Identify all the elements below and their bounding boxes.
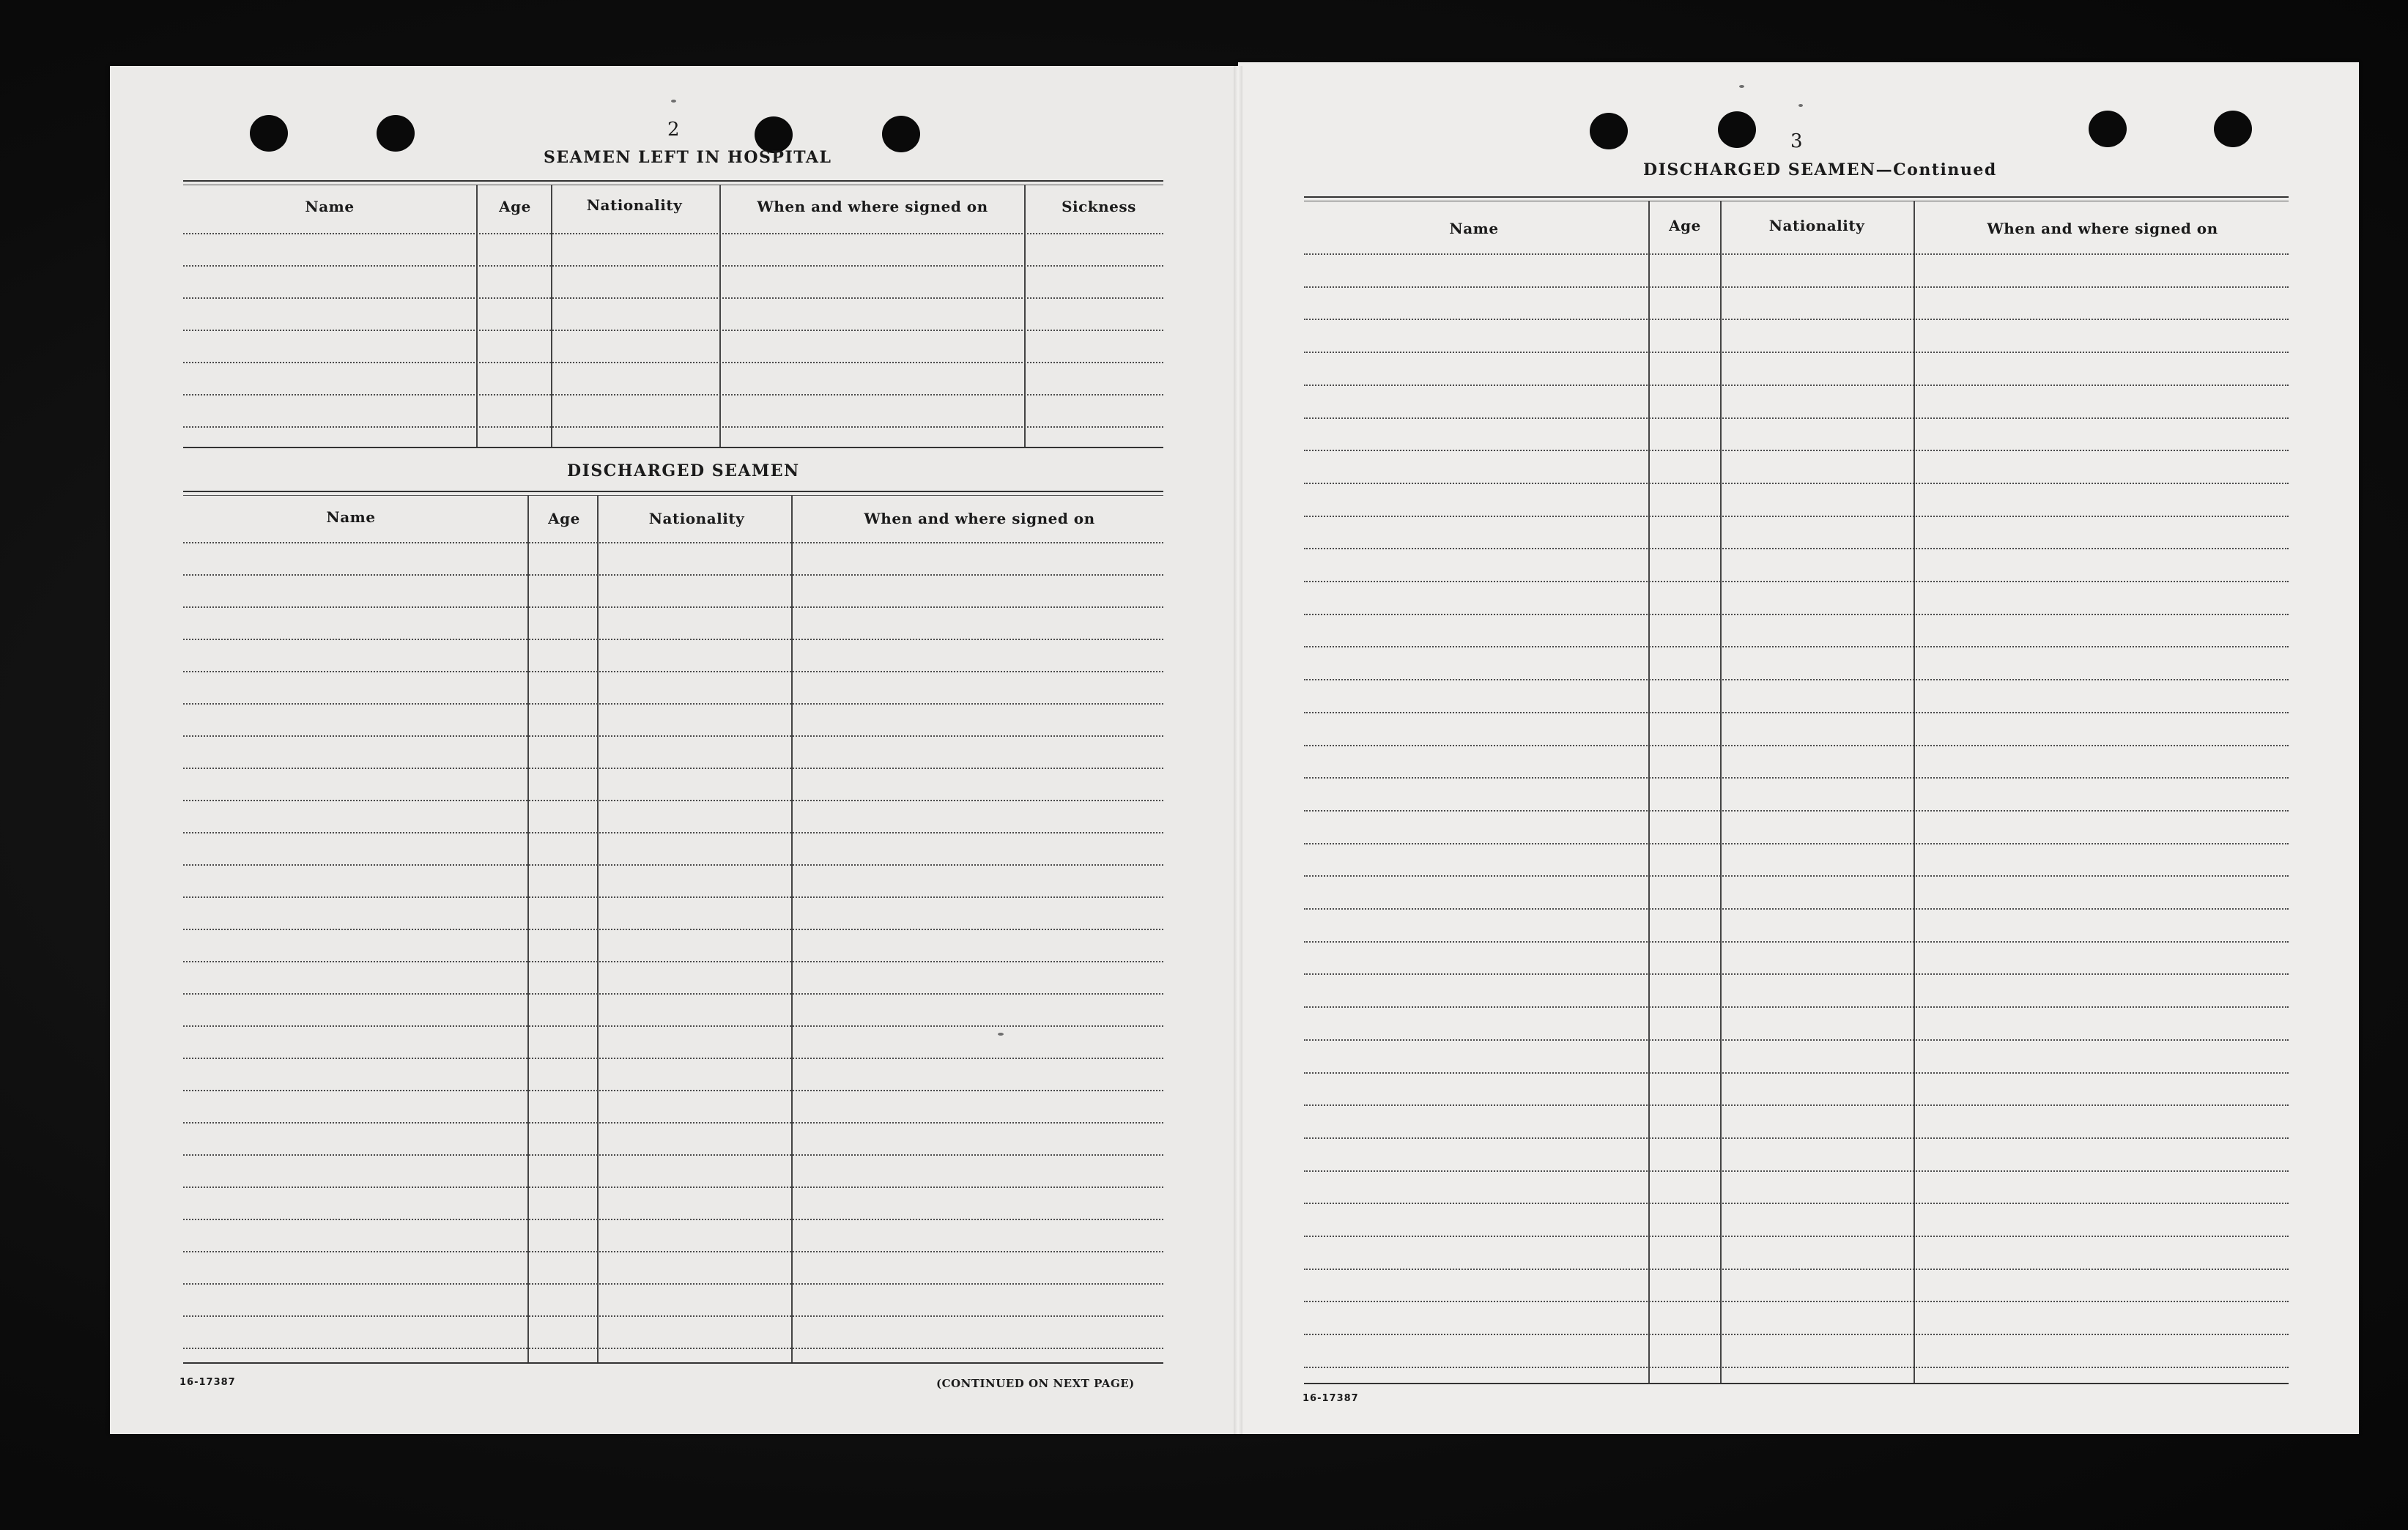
table-row	[183, 542, 1163, 543]
table-row	[1304, 516, 2289, 517]
discharged-col-nationality: Nationality	[648, 510, 745, 527]
table-row	[183, 574, 1163, 576]
table-row	[1304, 712, 2289, 713]
left-page	[110, 66, 1238, 1434]
continued-col-age: Age	[1669, 217, 1701, 234]
table-row	[183, 1315, 1163, 1317]
table-row	[1304, 483, 2289, 484]
table-row	[183, 832, 1163, 833]
table-row	[183, 1025, 1163, 1027]
column-divider	[791, 495, 793, 1362]
table-row	[1304, 1203, 2289, 1204]
table-row	[183, 426, 1163, 428]
continued-col-name: Name	[1449, 220, 1499, 237]
table-row	[183, 233, 1163, 234]
table-row	[183, 297, 1163, 299]
table-row	[1304, 286, 2289, 288]
table-row	[1304, 1334, 2289, 1335]
discharged-col-age: Age	[548, 510, 580, 527]
continued-note: (CONTINUED ON NEXT PAGE)	[936, 1377, 1135, 1390]
table-row	[1304, 352, 2289, 353]
discharged-col-signed-on: When and where signed on	[864, 510, 1095, 527]
table-row	[183, 1251, 1163, 1252]
punch-hole	[1590, 113, 1628, 149]
table-row	[183, 1090, 1163, 1091]
table-row	[1304, 1104, 2289, 1106]
continued-top-rule	[1304, 196, 2289, 198]
table-row	[1304, 1072, 2289, 1074]
punch-hole	[377, 115, 415, 152]
table-row	[1304, 450, 2289, 451]
punch-hole	[2089, 111, 2127, 147]
discharged-heading: DISCHARGED SEAMEN	[567, 461, 800, 480]
table-row	[1304, 417, 2289, 419]
table-row	[1304, 810, 2289, 812]
column-divider	[597, 495, 599, 1362]
table-row	[1304, 679, 2289, 680]
continued-col-signed-on: When and where signed on	[1987, 220, 2218, 237]
form-code-left: 16-17387	[179, 1377, 236, 1388]
table-row	[183, 606, 1163, 608]
punch-hole	[1718, 111, 1756, 148]
table-row	[1304, 319, 2289, 320]
table-row	[1304, 843, 2289, 844]
table-row	[1304, 581, 2289, 582]
continued-bottom-rule	[1304, 1383, 2289, 1384]
page-number-left: 2	[667, 119, 680, 141]
discharged-col-name: Name	[326, 508, 376, 526]
table-row	[183, 1219, 1163, 1220]
table-row	[1304, 253, 2289, 255]
table-row	[183, 1122, 1163, 1124]
column-divider	[1720, 201, 1722, 1383]
form-code-right: 16-17387	[1303, 1393, 1359, 1404]
table-row	[1304, 1301, 2289, 1302]
table-row	[1304, 1269, 2289, 1270]
table-row	[183, 1058, 1163, 1059]
table-row	[1304, 1039, 2289, 1041]
table-row	[183, 864, 1163, 866]
table-row	[183, 1154, 1163, 1156]
column-divider	[1024, 185, 1026, 447]
column-divider	[1914, 201, 1915, 1383]
table-row	[1304, 1170, 2289, 1172]
table-row	[183, 961, 1163, 962]
table-row	[183, 1283, 1163, 1285]
hospital-top-rule	[183, 180, 1163, 182]
table-row	[1304, 973, 2289, 975]
table-row	[1304, 875, 2289, 877]
table-row	[1304, 745, 2289, 746]
table-row	[1304, 548, 2289, 549]
table-row	[183, 639, 1163, 640]
table-row	[183, 800, 1163, 801]
hospital-heading: SEAMEN LEFT IN HOSPITAL	[544, 148, 832, 167]
table-row	[183, 735, 1163, 737]
table-row	[183, 265, 1163, 267]
discharged-top-rule	[183, 491, 1163, 492]
hospital-col-age: Age	[499, 198, 531, 215]
punch-hole	[250, 115, 288, 152]
table-row	[1304, 908, 2289, 910]
hospital-bottom-rule	[183, 447, 1163, 448]
table-row	[183, 993, 1163, 995]
punch-hole	[882, 116, 920, 152]
page-fold	[1234, 66, 1242, 1434]
column-divider	[476, 185, 478, 447]
table-row	[183, 671, 1163, 672]
hospital-col-sickness: Sickness	[1062, 198, 1136, 215]
column-divider	[551, 185, 552, 447]
table-row	[183, 896, 1163, 898]
continued-col-nationality: Nationality	[1768, 217, 1865, 234]
hospital-col-nationality: Nationality	[586, 196, 683, 214]
table-row	[1304, 1367, 2289, 1368]
table-row	[183, 703, 1163, 705]
table-row	[183, 362, 1163, 363]
column-divider	[527, 495, 529, 1362]
table-row	[1304, 646, 2289, 647]
table-row	[1304, 941, 2289, 943]
table-row	[1304, 1137, 2289, 1139]
table-row	[183, 330, 1163, 331]
page-number-right: 3	[1790, 130, 1803, 152]
discharged-bottom-rule	[183, 1362, 1163, 1364]
table-row	[183, 1187, 1163, 1188]
punch-hole	[2214, 111, 2252, 147]
discharged-continued-heading: DISCHARGED SEAMEN—Continued	[1643, 160, 1997, 179]
right-page	[1238, 62, 2359, 1434]
table-row	[1304, 385, 2289, 386]
table-row	[1304, 777, 2289, 779]
table-row	[1304, 1236, 2289, 1237]
table-row	[183, 394, 1163, 396]
table-row	[1304, 1006, 2289, 1008]
table-row	[1304, 614, 2289, 615]
table-row	[183, 1348, 1163, 1349]
column-divider	[719, 185, 721, 447]
table-row	[183, 768, 1163, 769]
column-divider	[1648, 201, 1650, 1383]
hospital-col-signed-on: When and where signed on	[757, 198, 988, 215]
hospital-col-name: Name	[305, 198, 355, 215]
table-row	[183, 929, 1163, 930]
